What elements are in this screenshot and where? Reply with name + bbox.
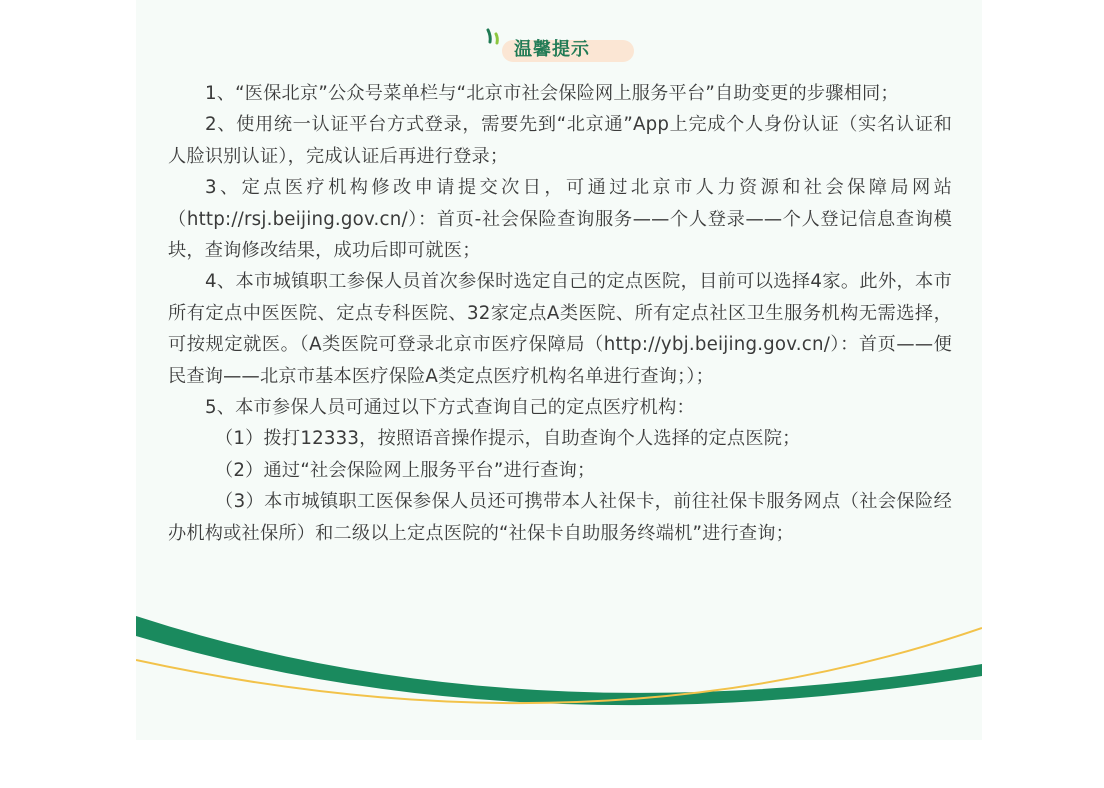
sub-item-2: （2）通过“社会保险网上服务平台”进行查询； [215, 459, 596, 481]
leaf-quote-icon [484, 26, 506, 48]
title-area [136, 26, 982, 66]
paragraph-5: 5、本市参保人员可通过以下方式查询自己的定点医疗机构： [205, 397, 695, 419]
sub-item-3: （3）本市城镇职工医保参保人员还可携带本人社保卡，前往社保卡服务网点（社会保险经办机构或社保所）和二级以上定点医院的“社保卡自助服务终端机”进行查询； [168, 491, 952, 544]
notice-card [136, 0, 982, 740]
notice-content [168, 78, 952, 549]
paragraph-3: 3、定点医疗机构修改申请提交次日，可通过北京市人力资源和社会保障局网站（http://rsj.beijing.gov.cn/）：首页-社会保险查询服务——个人登录——个人登记信息查询模块，查询修改结果，成功后即可就医； [168, 177, 952, 262]
page-title: 温馨提示 [514, 39, 590, 60]
decorative-wave [136, 600, 982, 740]
wave-green-band [136, 616, 982, 705]
paragraph-4: 4、本市城镇职工参保人员首次参保时选定自己的定点医院，目前可以选择4家。此外，本市所有定点中医医院、定点专科医院、32家定点A类医院、所有定点社区卫生服务机构无需选择，可按规定就医。（A类医院可登录北京市医疗保障局（http://ybj.beijing.gov.cn/）：首页——便民查询——北京市基本医疗保险A类定点医疗机构名单进行查询；）； [168, 271, 952, 387]
paragraph-2: 2、使用统一认证平台方式登录，需要先到“北京通”App上完成个人身份认证（实名认证和人脸识别认证），完成认证后再进行登录； [168, 114, 952, 167]
sub-item-1: （1）拨打12333，按照语音操作提示，自助查询个人选择的定点医院； [215, 428, 801, 450]
paragraph-1: 1、“医保北京”公众号菜单栏与“北京市社会保险网上服务平台”自助变更的步骤相同； [205, 83, 899, 104]
